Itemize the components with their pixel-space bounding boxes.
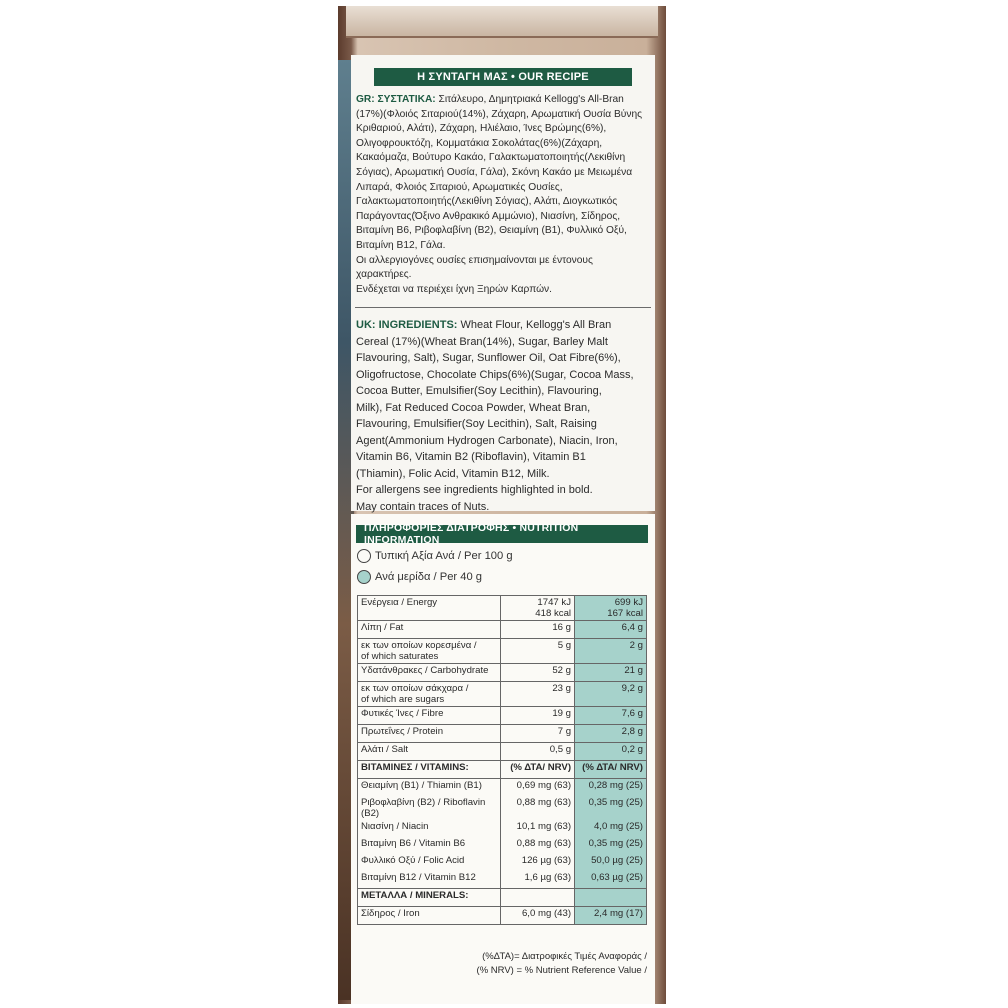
nutrient-label: Ριβοφλαβίνη (B2) / Riboflavin (B2) bbox=[358, 796, 501, 820]
gr-line: Βιταμίνη B12, Γάλα. bbox=[356, 239, 446, 251]
nutrient-label: Βιταμίνη B6 / Vitamin B6 bbox=[358, 837, 501, 854]
nutrition-table bbox=[357, 595, 647, 925]
nutrition-row bbox=[358, 725, 647, 743]
value-per-portion: (% ΔΤΑ/ NRV) bbox=[575, 761, 647, 779]
nutrient-label: Βιταμίνη B12 / Vitamin B12 bbox=[358, 871, 501, 889]
nutrient-label: ΜΕΤΑΛΛΑ / MINERALS: bbox=[358, 889, 501, 907]
nutrition-row bbox=[358, 596, 647, 621]
gr-line: Σιτάλευρο, Δημητριακά Kellogg's All-Bran bbox=[438, 94, 624, 105]
value-per-portion: 4,0 mg (25) bbox=[575, 820, 647, 837]
value-per-100g: 16 g bbox=[501, 621, 575, 639]
legend-per-portion-label: Ανά μερίδα / Per 40 g bbox=[375, 571, 483, 583]
empty-circle-icon bbox=[357, 549, 371, 563]
nutrient-label: ΒΙΤΑΜΙΝΕΣ / VITAMINS: bbox=[358, 761, 501, 779]
nutrition-title: ΠΛΗΡΟΦΟΡΙΕΣ ΔΙΑΤΡΟΦΗΣ • NUTRITION INFORMATION bbox=[356, 525, 648, 543]
value-per-portion: 21 g bbox=[575, 664, 647, 682]
value-per-100g: 1,6 µg (63) bbox=[501, 871, 575, 889]
nutrition-row bbox=[358, 639, 647, 664]
value-per-portion: 699 kJ 167 kcal bbox=[575, 596, 647, 621]
nutrition-row bbox=[358, 743, 647, 761]
legend-per-100g-label: Τυπική Αξία Ανά / Per 100 g bbox=[375, 550, 513, 562]
gr-line: Βιταμίνη B6, Ριβοφλαβίνη (B2), Θειαμίνη (B1), Φυλλικό Οξύ, bbox=[356, 225, 627, 237]
gr-line: Παράγοντας(Όξινο Ανθρακικό Αμμώνιο), Νιασίνη, Σίδηρος, bbox=[356, 210, 621, 222]
value-per-portion bbox=[575, 889, 647, 907]
uk-line: Cocoa Butter, Emulsifier(Soy Lecithin), Flavouring, bbox=[356, 385, 602, 397]
nutrient-label: εκ των οποίων κορεσμένα / of which saturates bbox=[358, 639, 501, 664]
footnote-line-1: (%ΔΤΑ)= Διατροφικές Τιμές Αναφοράς / bbox=[482, 951, 647, 962]
value-per-100g: 19 g bbox=[501, 707, 575, 725]
uk-ingredients bbox=[356, 317, 650, 515]
nutrient-label: Λίπη / Fat bbox=[358, 621, 501, 639]
value-per-portion: 0,35 mg (25) bbox=[575, 837, 647, 854]
value-per-100g bbox=[501, 889, 575, 907]
uk-prefix: UK: bbox=[356, 319, 376, 331]
value-per-100g: 52 g bbox=[501, 664, 575, 682]
nutrient-label: εκ των οποίων σάκχαρα / of which are sugars bbox=[358, 682, 501, 707]
value-per-portion: 7,6 g bbox=[575, 707, 647, 725]
vitamin-row bbox=[358, 820, 647, 837]
nutrient-label: Θειαμίνη (B1) / Thiamin (B1) bbox=[358, 779, 501, 797]
gr-line: Λιπαρά, Φλοιός Σιταριού, Αρωματικές Ουσίες, bbox=[356, 181, 563, 193]
gr-line: Γαλακτωματοποιητής(Λεκιθίνη Σόγιας), Αλάτι, Διογκωτικός bbox=[356, 196, 618, 208]
value-per-100g: 6,0 mg (43) bbox=[501, 907, 575, 925]
uk-heading: INGREDIENTS: bbox=[378, 319, 458, 331]
uk-line: Agent(Ammonium Hydrogen Carbonate), Niacin, Iron, bbox=[356, 434, 618, 447]
value-per-100g: (% ΔΤΑ/ NRV) bbox=[501, 761, 575, 779]
nutrient-label: Ενέργεια / Energy bbox=[358, 596, 501, 621]
footnote-line-2: (% NRV) = % Nutrient Reference Value / bbox=[476, 965, 647, 976]
uk-nuts-note: May contain traces of Nuts. bbox=[356, 500, 490, 513]
recipe-title: Η ΣΥΝΤΑΓΗ ΜΑΣ • OUR RECIPE bbox=[374, 68, 632, 86]
value-per-100g: 0,88 mg (63) bbox=[501, 837, 575, 854]
gr-line: Σόγιας), Αρωματική Ουσία, Γάλα), Σκόνη Κακάο με Μειωμένα bbox=[356, 166, 633, 178]
nutrition-row bbox=[358, 664, 647, 682]
gr-line: (17%)(Φλοιός Σιταριού(14%), Ζάχαρη, Αρωματική Ουσία Βύνης bbox=[356, 108, 643, 120]
value-per-100g: 126 µg (63) bbox=[501, 854, 575, 871]
value-per-100g: 0,5 g bbox=[501, 743, 575, 761]
gr-heading: ΣΥΣΤΑΤΙΚΑ: bbox=[377, 94, 436, 105]
value-per-100g: 1747 kJ 418 kcal bbox=[501, 596, 575, 621]
uk-line: Milk), Fat Reduced Cocoa Powder, Wheat Bran, bbox=[356, 401, 591, 414]
legend-per-portion bbox=[357, 570, 482, 584]
value-per-100g: 0,69 mg (63) bbox=[501, 779, 575, 797]
uk-line: Cereal (17%)(Wheat Bran(14%), Sugar, Barley Malt bbox=[356, 335, 608, 348]
vitamin-row bbox=[358, 779, 647, 797]
value-per-portion: 50,0 µg (25) bbox=[575, 854, 647, 871]
nutrient-label: Αλάτι / Salt bbox=[358, 743, 501, 761]
uk-line: Flavouring, Salt), Sugar, Sunflower Oil, Oat Fibre(6%), bbox=[356, 352, 621, 364]
value-per-100g: 7 g bbox=[501, 725, 575, 743]
nutrient-label: Νιασίνη / Niacin bbox=[358, 820, 501, 837]
gr-prefix: GR: bbox=[356, 94, 375, 105]
language-divider bbox=[355, 307, 651, 308]
value-per-100g: 5 g bbox=[501, 639, 575, 664]
vitamin-row bbox=[358, 796, 647, 820]
uk-line: Flavouring, Emulsifier(Soy Lecithin), Salt, Raising bbox=[356, 418, 597, 430]
gr-line: Κακαόμαζα, Βούτυρο Κακάο, Γαλακτωματοποιητής(Λεκιθίνη bbox=[356, 152, 626, 164]
value-per-100g: 10,1 mg (63) bbox=[501, 820, 575, 837]
nrv-footnote bbox=[357, 950, 647, 978]
value-per-portion: 2 g bbox=[575, 639, 647, 664]
vitamin-row bbox=[358, 837, 647, 854]
uk-line: Oligofructose, Chocolate Chips(6%)(Sugar, Cocoa Mass, bbox=[356, 368, 634, 381]
value-per-portion: 9,2 g bbox=[575, 682, 647, 707]
nutrition-row bbox=[358, 707, 647, 725]
value-per-portion: 0,28 mg (25) bbox=[575, 779, 647, 797]
nutrition-row bbox=[358, 621, 647, 639]
legend-per-100g bbox=[357, 549, 513, 563]
nutrition-row bbox=[358, 682, 647, 707]
mineral-row bbox=[358, 907, 647, 925]
value-per-portion: 2,4 mg (17) bbox=[575, 907, 647, 925]
nutrient-label: Πρωτεΐνες / Protein bbox=[358, 725, 501, 743]
value-per-portion: 0,35 mg (25) bbox=[575, 796, 647, 820]
nutrient-label: Σίδηρος / Iron bbox=[358, 907, 501, 925]
gr-allergen-note: Οι αλλεργιογόνες ουσίες επισημαίνονται με έντονους χαρακτήρες. bbox=[356, 254, 593, 281]
vitamin-row bbox=[358, 854, 647, 871]
vitamin-row bbox=[358, 871, 647, 889]
vitamins-header-row bbox=[358, 761, 647, 779]
nutrient-label: Φυτικές Ίνες / Fibre bbox=[358, 707, 501, 725]
value-per-100g: 0,88 mg (63) bbox=[501, 796, 575, 820]
value-per-portion: 0,2 g bbox=[575, 743, 647, 761]
minerals-header-row bbox=[358, 889, 647, 907]
value-per-portion: 0,63 µg (25) bbox=[575, 871, 647, 889]
uk-line: (Thiamin), Folic Acid, Vitamin B12, Milk. bbox=[356, 467, 550, 480]
uk-allergen-note: For allergens see ingredients highlighted in bold. bbox=[356, 484, 593, 496]
gr-line: Κριθαριού, Αλάτι), Ζάχαρη, Ηλιέλαιο, Ίνες Βρώμης(6%), bbox=[356, 123, 607, 135]
gr-line: Ολιγοφρουκτόζη, Κομματάκια Σοκολάτας(6%)(Ζάχαρη, bbox=[356, 137, 603, 149]
value-per-portion: 6,4 g bbox=[575, 621, 647, 639]
nutrient-label: Υδατάνθρακες / Carbohydrate bbox=[358, 664, 501, 682]
greek-ingredients bbox=[356, 93, 650, 297]
uk-line: Wheat Flour, Kellogg's All Bran bbox=[460, 319, 612, 331]
value-per-100g: 23 g bbox=[501, 682, 575, 707]
box-top-flap bbox=[346, 6, 658, 38]
value-per-portion: 2,8 g bbox=[575, 725, 647, 743]
gr-nuts-note: Ενδέχεται να περιέχει ίχνη Ξηρών Καρπών. bbox=[356, 283, 552, 295]
nutrient-label: Φυλλικό Οξύ / Folic Acid bbox=[358, 854, 501, 871]
uk-line: Vitamin B6, Vitamin B2 (Riboflavin), Vitamin B1 bbox=[356, 451, 586, 463]
filled-circle-icon bbox=[357, 570, 371, 584]
